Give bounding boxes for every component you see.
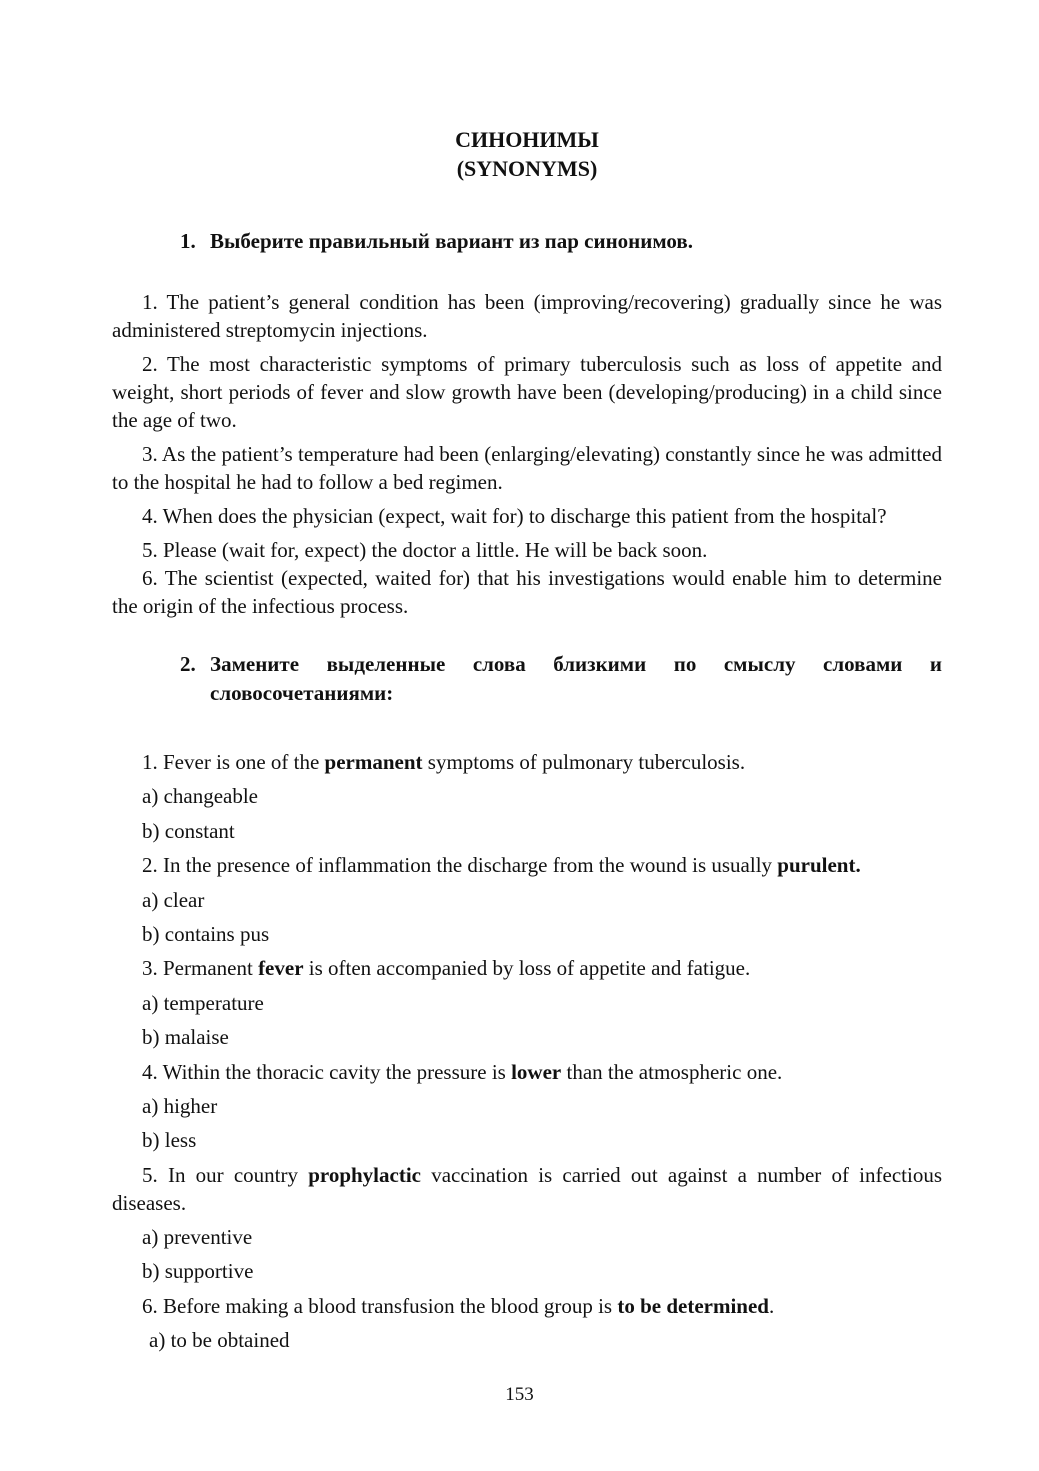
option-a: a) changeable: [142, 784, 259, 809]
highlighted-word: to be determined: [617, 1293, 769, 1318]
task-1-item: 3. As the patient’s temperature had been (enlarging/elevating) constantly since he was admitted to the hospital he had to follow a bed regimen.: [112, 442, 942, 494]
question-5: 5. In our country prophylactic vaccination is carried out against a number of infectious diseases.: [112, 1162, 942, 1215]
option-b: b) malaise: [142, 1025, 229, 1050]
task-1-item: 6. The scientist (expected, waited for) that his investigations would enable him to determine the origin of the infectious process.: [112, 566, 942, 618]
question-1: 1. Fever is one of the permanent symptoms of pulmonary tuberculosis.: [142, 750, 746, 774]
highlighted-word: prophylactic: [308, 1162, 421, 1187]
option-b: b) supportive: [142, 1259, 254, 1284]
highlighted-word: lower: [511, 1059, 562, 1084]
highlighted-word: purulent.: [777, 853, 861, 878]
question-6: 6. Before making a blood transfusion the blood group is to be determined.: [142, 1293, 775, 1318]
option-b: b) less: [142, 1128, 197, 1153]
task-1-item: 1. The patient’s general condition has been (improving/recovering) gradually since he was administered streptomycin injections.: [112, 290, 942, 342]
task-1-heading: [180, 227, 942, 256]
task-1-number: 1.: [180, 229, 196, 253]
task-1-instruction: Выберите правильный вариант из пар синонимов.: [210, 229, 693, 253]
question-2: 2. In the presence of inflammation the discharge from the wound is usually purulent.: [142, 853, 861, 878]
question-3: 3. Permanent fever is often accompanied by loss of appetite and fatigue.: [142, 956, 751, 981]
page-number: 153: [505, 1384, 534, 1405]
option-a: a) to be obtained: [149, 1328, 290, 1353]
task-1-item: 5. Please (wait for, expect) the doctor a little. He will be back soon.: [142, 538, 708, 562]
option-a: a) clear: [142, 887, 205, 912]
option-a: a) temperature: [142, 990, 264, 1015]
task-2-heading: [180, 650, 942, 708]
option-b: b) contains pus: [142, 921, 270, 946]
task-2-number: 2.: [180, 652, 196, 676]
highlighted-word: permanent: [324, 750, 423, 774]
option-a: a) higher: [142, 1093, 218, 1118]
task-1-item: 4. When does the physician (expect, wait for) to discharge this patient from the hospital?: [142, 504, 887, 528]
page-title: СИНОНИМЫ: [455, 127, 599, 152]
option-a: a) preventive: [142, 1225, 253, 1250]
task-1-items: [112, 288, 942, 620]
highlighted-word: fever: [258, 956, 304, 981]
page-content: [112, 125, 942, 1361]
question-4: 4. Within the thoracic cavity the pressure is lower than the atmospheric one.: [142, 1059, 783, 1084]
option-b: b) constant: [142, 818, 235, 843]
task-1-item: 2. The most characteristic symptoms of primary tuberculosis such as loss of appetite and weight, short periods of fever and slow growth have been (developing/producing) in a child since the age of two.: [112, 352, 942, 432]
task-2-instruction: Замените выделенные слова близкими по смыслу словами и словосочетаниями:: [210, 652, 942, 705]
page-subtitle: (SYNONYMS): [456, 156, 598, 181]
task-2-items: [112, 748, 942, 1354]
